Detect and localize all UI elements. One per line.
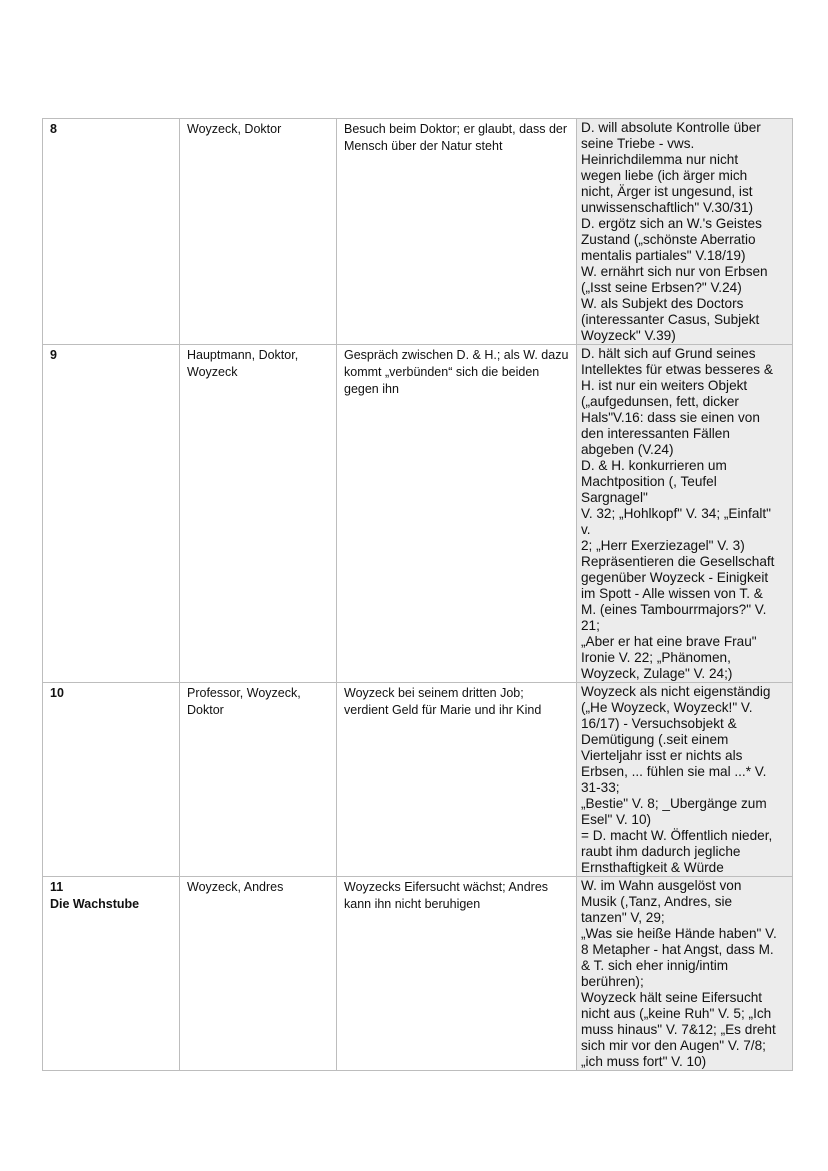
analysis-line: nicht, Ärger ist ungesund, ist — [581, 184, 753, 199]
analysis-line: „Bestie" V. 8; _Ubergänge zum — [581, 796, 767, 811]
analysis-line: W. ernährt sich nur von Erbsen — [581, 264, 768, 279]
analysis-line: gegenüber Woyzeck - Einigkeit — [581, 570, 769, 585]
analysis-line: unwissenschaftlich" V.30/31) — [581, 200, 754, 215]
analysis-line: 31-33; — [581, 780, 620, 795]
scene-number-cell — [43, 877, 180, 1071]
analysis-line: „Aber er hat eine brave Frau" — [581, 634, 757, 649]
scene-number-cell — [43, 683, 180, 877]
analysis-line: Zustand („schönste Aberratio — [581, 232, 756, 247]
characters-cell: Woyzeck, Doktor — [180, 119, 337, 345]
analysis-line: H. ist nur ein weiters Objekt — [581, 378, 748, 393]
analysis-line: Demütigung (.seit einem — [581, 732, 729, 747]
analysis-line: Vierteljahr isst er nichts als — [581, 748, 743, 763]
analysis-line: & T. sich eher innig/intim — [581, 958, 729, 973]
analysis-line: abgeben (V.24) — [581, 442, 674, 457]
content-cell: Gespräch zwischen D. & H.; als W. dazu kommt „verbünden“ sich die beiden gegen ihn — [337, 345, 577, 683]
analysis-line: v. — [581, 522, 591, 537]
analysis-line: D. ergötz sich an W.'s Geistes — [581, 216, 762, 231]
analysis-line: Ironie V. 22; „Phänomen, — [581, 650, 731, 665]
scene-number: 11 — [50, 880, 64, 894]
content-cell: Woyzecks Eifersucht wächst; Andres kann ihn nicht beruhigen — [337, 877, 577, 1071]
analysis-line: Woyzeck" V.39) — [581, 328, 676, 343]
analysis-line: seine Triebe - vws. — [581, 136, 695, 151]
scene-number: 9 — [50, 348, 57, 362]
analysis-line: („aufgedunsen, fett, dicker — [581, 394, 739, 409]
analysis-line: im Spott - Alle wissen von T. & — [581, 586, 763, 601]
analysis-cell — [577, 119, 793, 345]
scene-number-cell — [43, 119, 180, 345]
analysis-line: V. 32; „Hohlkopf" V. 34; „Einfalt" — [581, 506, 772, 521]
analysis-line: M. (eines Tambourrmajors?" V. — [581, 602, 767, 617]
analysis-line: Woyzeck hält seine Eifersucht — [581, 990, 763, 1005]
analysis-line: Woyzeck, Zulage" V. 24;) — [581, 666, 733, 681]
analysis-line: „ich muss fort" V. 10) — [581, 1054, 707, 1069]
analysis-line: D. & H. konkurrieren um — [581, 458, 727, 473]
analysis-line: Heinrichdilemma nur nicht — [581, 152, 739, 167]
analysis-line: Machtposition (, Teufel — [581, 474, 717, 489]
analysis-line: muss hinaus" V. 7&12; „Es dreht — [581, 1022, 776, 1037]
analysis-line: W. als Subjekt des Doctors — [581, 296, 744, 311]
analysis-line: („He Woyzeck, Woyzeck!" V. — [581, 700, 753, 715]
analysis-line: Intellektes für etwas besseres & — [581, 362, 773, 377]
analysis-line: raubt ihm dadurch jegliche — [581, 844, 741, 859]
analysis-cell — [577, 683, 793, 877]
analysis-line: 21; — [581, 618, 600, 633]
analysis-line: Repräsentieren die Gesellschaft — [581, 554, 775, 569]
analysis-line: „Was sie heiße Hände haben" V. — [581, 926, 777, 941]
analysis-line: 16/17) - Versuchsobjekt & — [581, 716, 737, 731]
analysis-line: nicht aus („keine Ruh" V. 5; „Ich — [581, 1006, 772, 1021]
analysis-line: Woyzeck als nicht eigenständig — [581, 684, 771, 699]
analysis-line: 2; „Herr Exerziezagel" V. 3) — [581, 538, 745, 553]
analysis-cell — [577, 345, 793, 683]
analysis-cell — [577, 877, 793, 1071]
analysis-line: Hals"V.16: dass sie einen von — [581, 410, 760, 425]
characters-cell: Professor, Woyzeck, Doktor — [180, 683, 337, 877]
scene-number-cell — [43, 345, 180, 683]
analysis-line: tanzen" V, 29; — [581, 910, 665, 925]
analysis-line: D. will absolute Kontrolle über — [581, 120, 761, 135]
analysis-line: Esel" V. 10) — [581, 812, 652, 827]
analysis-line: Ernsthaftigkeit & Würde — [581, 860, 724, 875]
analysis-line: D. hält sich auf Grund seines — [581, 346, 756, 361]
table-row — [43, 345, 793, 683]
content-cell: Woyzeck bei seinem dritten Job; verdient Geld für Marie und ihr Kind — [337, 683, 577, 877]
content-cell: Besuch beim Doktor; er glaubt, dass der Mensch über der Natur steht — [337, 119, 577, 345]
characters-cell: Hauptmann, Doktor, Woyzeck — [180, 345, 337, 683]
table-row — [43, 119, 793, 345]
scene-table — [42, 118, 793, 1071]
analysis-line: Sargnagel" — [581, 490, 648, 505]
analysis-line: (interessanter Casus, Subjekt — [581, 312, 760, 327]
analysis-line: mentalis partiales" V.18/19) — [581, 248, 746, 263]
analysis-line: wegen liebe (ich ärger mich — [581, 168, 748, 183]
analysis-line: 8 Metapher - hat Angst, dass M. — [581, 942, 774, 957]
analysis-line: Musik (,Tanz, Andres, sie — [581, 894, 733, 909]
analysis-line: = D. macht W. Öffentlich nieder, — [581, 828, 773, 843]
scene-number: 8 — [50, 122, 57, 136]
analysis-line: berühren); — [581, 974, 644, 989]
table-row — [43, 683, 793, 877]
scene-number: 10 — [50, 686, 64, 700]
table-row — [43, 877, 793, 1071]
analysis-line: W. im Wahn ausgelöst von — [581, 878, 742, 893]
analysis-line: („Isst seine Erbsen?" V.24) — [581, 280, 742, 295]
characters-cell: Woyzeck, Andres — [180, 877, 337, 1071]
analysis-line: sich mir vor den Augen" V. 7/8; — [581, 1038, 766, 1053]
scene-title: Die Wachstube — [50, 897, 140, 911]
analysis-line: den interessanten Fällen — [581, 426, 730, 441]
analysis-line: Erbsen, ... fühlen sie mal ...* V. — [581, 764, 767, 779]
